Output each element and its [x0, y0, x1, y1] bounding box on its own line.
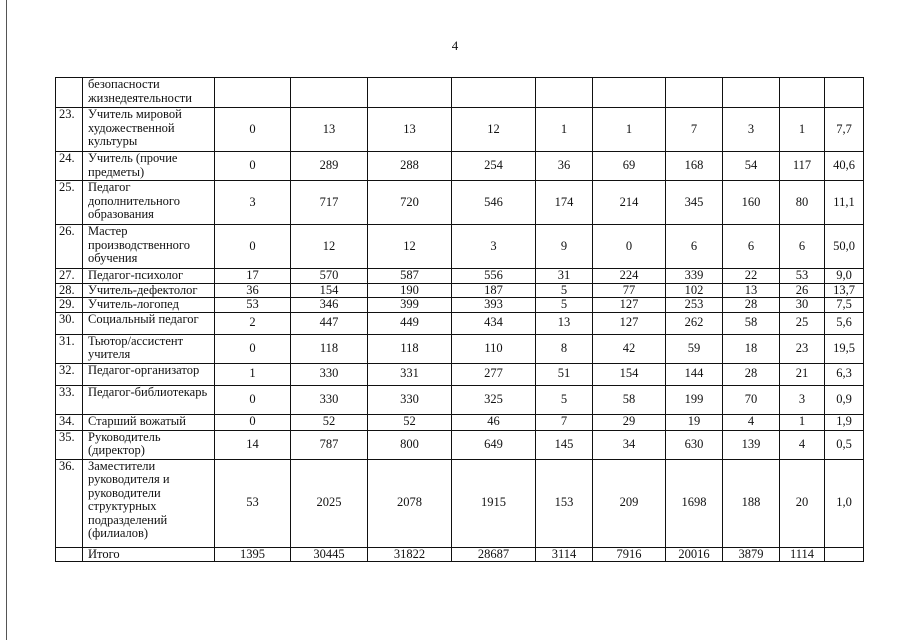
value-cell: 23 [780, 334, 825, 363]
row-number: 34. [56, 414, 83, 430]
value-cell: 0 [215, 385, 291, 414]
position-name: Учитель (прочие предметы) [83, 152, 215, 181]
value-cell: 13 [368, 108, 452, 152]
value-cell: 0 [215, 108, 291, 152]
value-cell: 0,5 [825, 430, 864, 459]
position-name: Педагог-библиотекарь [83, 385, 215, 414]
value-cell: 6 [723, 225, 780, 269]
value-cell: 26 [780, 283, 825, 298]
value-cell: 5 [536, 283, 593, 298]
position-name: безопасности жизнедеятельности [83, 78, 215, 108]
value-cell: 209 [593, 459, 666, 547]
value-cell: 12 [368, 225, 452, 269]
value-cell: 339 [666, 269, 723, 284]
value-cell: 649 [452, 430, 536, 459]
value-cell: 12 [452, 108, 536, 152]
table-row [56, 312, 864, 334]
position-name: Заместители руководителя и руководители структурных подразделений (филиалов) [83, 459, 215, 547]
position-name: Тьютор/ассистент учителя [83, 334, 215, 363]
value-cell: 434 [452, 312, 536, 334]
value-cell: 3114 [536, 547, 593, 562]
value-cell: 0 [593, 225, 666, 269]
value-cell: 53 [215, 298, 291, 313]
row-number: 27. [56, 269, 83, 284]
value-cell: 4 [723, 414, 780, 430]
staff-table [55, 77, 864, 562]
position-name: Педагог-организатор [83, 363, 215, 385]
row-number: 31. [56, 334, 83, 363]
position-name: Учитель-логопед [83, 298, 215, 313]
value-cell: 717 [291, 181, 368, 225]
value-cell: 42 [593, 334, 666, 363]
value-cell: 58 [723, 312, 780, 334]
value-cell [723, 78, 780, 108]
row-number: 29. [56, 298, 83, 313]
value-cell: 30 [780, 298, 825, 313]
value-cell: 5 [536, 298, 593, 313]
value-cell: 139 [723, 430, 780, 459]
value-cell: 7916 [593, 547, 666, 562]
value-cell: 13 [291, 108, 368, 152]
value-cell: 1915 [452, 459, 536, 547]
value-cell: 20016 [666, 547, 723, 562]
value-cell: 28687 [452, 547, 536, 562]
table-row [56, 459, 864, 547]
value-cell: 12 [291, 225, 368, 269]
value-cell [291, 78, 368, 108]
value-cell: 1 [593, 108, 666, 152]
row-number: 26. [56, 225, 83, 269]
value-cell: 289 [291, 152, 368, 181]
value-cell: 31822 [368, 547, 452, 562]
position-name: Социальный педагог [83, 312, 215, 334]
table-row [56, 334, 864, 363]
table-row [56, 385, 864, 414]
table-row [56, 152, 864, 181]
value-cell: 17 [215, 269, 291, 284]
value-cell: 18 [723, 334, 780, 363]
table-body [56, 78, 864, 562]
value-cell: 556 [452, 269, 536, 284]
value-cell: 6 [666, 225, 723, 269]
value-cell: 330 [291, 385, 368, 414]
value-cell: 1698 [666, 459, 723, 547]
table-row [56, 283, 864, 298]
value-cell: 36 [215, 283, 291, 298]
value-cell: 630 [666, 430, 723, 459]
value-cell: 546 [452, 181, 536, 225]
table-row [56, 78, 864, 108]
value-cell: 53 [215, 459, 291, 547]
value-cell: 69 [593, 152, 666, 181]
value-cell: 40,6 [825, 152, 864, 181]
value-cell: 224 [593, 269, 666, 284]
value-cell: 50,0 [825, 225, 864, 269]
value-cell: 52 [368, 414, 452, 430]
value-cell: 1 [215, 363, 291, 385]
value-cell [666, 78, 723, 108]
position-name: Педагог дополнительного образования [83, 181, 215, 225]
value-cell: 168 [666, 152, 723, 181]
value-cell: 46 [452, 414, 536, 430]
value-cell: 262 [666, 312, 723, 334]
value-cell: 9 [536, 225, 593, 269]
table-row [56, 363, 864, 385]
value-cell: 144 [666, 363, 723, 385]
value-cell: 800 [368, 430, 452, 459]
value-cell: 31 [536, 269, 593, 284]
value-cell: 288 [368, 152, 452, 181]
table-row [56, 225, 864, 269]
value-cell: 277 [452, 363, 536, 385]
value-cell: 145 [536, 430, 593, 459]
value-cell: 570 [291, 269, 368, 284]
table-row [56, 298, 864, 313]
value-cell: 345 [666, 181, 723, 225]
value-cell: 1 [780, 414, 825, 430]
row-number: 23. [56, 108, 83, 152]
table-row [56, 181, 864, 225]
scan-left-edge [6, 0, 7, 640]
value-cell: 0 [215, 152, 291, 181]
value-cell: 110 [452, 334, 536, 363]
row-number [56, 78, 83, 108]
value-cell: 118 [291, 334, 368, 363]
position-name: Учитель-дефектолог [83, 283, 215, 298]
value-cell: 30445 [291, 547, 368, 562]
row-number: 33. [56, 385, 83, 414]
value-cell: 330 [291, 363, 368, 385]
value-cell: 28 [723, 363, 780, 385]
value-cell: 253 [666, 298, 723, 313]
value-cell: 13 [536, 312, 593, 334]
value-cell: 21 [780, 363, 825, 385]
value-cell: 11,1 [825, 181, 864, 225]
value-cell: 59 [666, 334, 723, 363]
table-row [56, 269, 864, 284]
table-row [56, 414, 864, 430]
value-cell: 53 [780, 269, 825, 284]
value-cell: 6,3 [825, 363, 864, 385]
value-cell: 14 [215, 430, 291, 459]
value-cell: 77 [593, 283, 666, 298]
value-cell: 118 [368, 334, 452, 363]
value-cell: 3879 [723, 547, 780, 562]
value-cell: 399 [368, 298, 452, 313]
value-cell: 331 [368, 363, 452, 385]
value-cell: 7 [666, 108, 723, 152]
value-cell [825, 78, 864, 108]
position-name: Старший вожатый [83, 414, 215, 430]
value-cell: 0 [215, 414, 291, 430]
value-cell: 19 [666, 414, 723, 430]
value-cell: 1114 [780, 547, 825, 562]
value-cell: 160 [723, 181, 780, 225]
value-cell: 22 [723, 269, 780, 284]
value-cell: 4 [780, 430, 825, 459]
row-number: 24. [56, 152, 83, 181]
value-cell: 13 [723, 283, 780, 298]
value-cell: 3 [723, 108, 780, 152]
value-cell: 70 [723, 385, 780, 414]
value-cell: 254 [452, 152, 536, 181]
row-number [56, 547, 83, 562]
position-name: Мастер производственного обучения [83, 225, 215, 269]
value-cell: 154 [291, 283, 368, 298]
value-cell: 117 [780, 152, 825, 181]
value-cell: 787 [291, 430, 368, 459]
table-row [56, 430, 864, 459]
value-cell: 1395 [215, 547, 291, 562]
value-cell: 5,6 [825, 312, 864, 334]
value-cell: 6 [780, 225, 825, 269]
value-cell: 2025 [291, 459, 368, 547]
value-cell: 0,9 [825, 385, 864, 414]
value-cell: 187 [452, 283, 536, 298]
value-cell: 8 [536, 334, 593, 363]
value-cell: 720 [368, 181, 452, 225]
position-name: Итого [83, 547, 215, 562]
value-cell: 9,0 [825, 269, 864, 284]
value-cell: 7 [536, 414, 593, 430]
value-cell: 3 [780, 385, 825, 414]
value-cell: 127 [593, 298, 666, 313]
value-cell [452, 78, 536, 108]
value-cell: 154 [593, 363, 666, 385]
value-cell: 7,5 [825, 298, 864, 313]
position-name: Учитель мировой художественной культуры [83, 108, 215, 152]
value-cell: 13,7 [825, 283, 864, 298]
value-cell: 0 [215, 334, 291, 363]
table-row [56, 547, 864, 562]
value-cell [368, 78, 452, 108]
value-cell: 325 [452, 385, 536, 414]
value-cell: 29 [593, 414, 666, 430]
value-cell: 587 [368, 269, 452, 284]
value-cell: 447 [291, 312, 368, 334]
value-cell: 51 [536, 363, 593, 385]
position-name: Руководитель (директор) [83, 430, 215, 459]
row-number: 32. [56, 363, 83, 385]
value-cell: 102 [666, 283, 723, 298]
value-cell: 346 [291, 298, 368, 313]
value-cell: 28 [723, 298, 780, 313]
value-cell: 2078 [368, 459, 452, 547]
row-number: 28. [56, 283, 83, 298]
value-cell: 19,5 [825, 334, 864, 363]
value-cell: 54 [723, 152, 780, 181]
value-cell [215, 78, 291, 108]
value-cell: 7,7 [825, 108, 864, 152]
value-cell: 34 [593, 430, 666, 459]
value-cell: 1,9 [825, 414, 864, 430]
position-name: Педагог-психолог [83, 269, 215, 284]
value-cell: 5 [536, 385, 593, 414]
page-number: 4 [451, 38, 459, 53]
value-cell: 199 [666, 385, 723, 414]
value-cell: 127 [593, 312, 666, 334]
row-number: 25. [56, 181, 83, 225]
value-cell: 449 [368, 312, 452, 334]
value-cell [593, 78, 666, 108]
value-cell: 214 [593, 181, 666, 225]
value-cell: 1,0 [825, 459, 864, 547]
value-cell: 58 [593, 385, 666, 414]
row-number: 35. [56, 430, 83, 459]
value-cell: 1 [536, 108, 593, 152]
row-number: 36. [56, 459, 83, 547]
value-cell: 1 [780, 108, 825, 152]
value-cell: 190 [368, 283, 452, 298]
value-cell: 2 [215, 312, 291, 334]
value-cell: 3 [452, 225, 536, 269]
table-row [56, 108, 864, 152]
value-cell [780, 78, 825, 108]
value-cell: 0 [215, 225, 291, 269]
value-cell: 3 [215, 181, 291, 225]
value-cell: 36 [536, 152, 593, 181]
value-cell: 174 [536, 181, 593, 225]
value-cell: 330 [368, 385, 452, 414]
value-cell: 25 [780, 312, 825, 334]
row-number: 30. [56, 312, 83, 334]
value-cell: 153 [536, 459, 593, 547]
value-cell: 188 [723, 459, 780, 547]
value-cell: 52 [291, 414, 368, 430]
value-cell: 20 [780, 459, 825, 547]
value-cell [825, 547, 864, 562]
value-cell: 393 [452, 298, 536, 313]
value-cell: 80 [780, 181, 825, 225]
value-cell [536, 78, 593, 108]
